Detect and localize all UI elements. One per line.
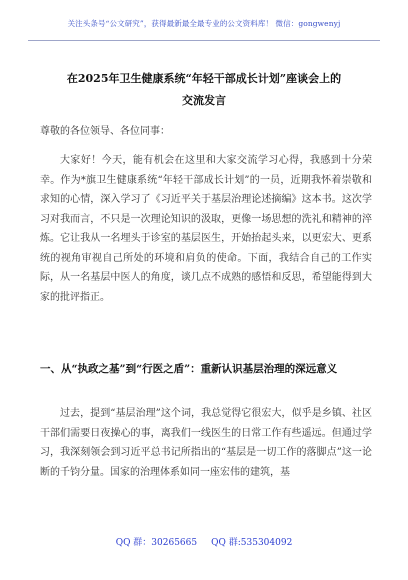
paragraph-intro: 大家好！今天，能有机会在这里和大家交流学习心得，我感到十分荣幸。作为*旗卫生健康系统“年轻干部成长计划”的一员，近期我怀着崇敬和求知的心情，深入学习了《习近平关于基层治理论述摘编》这本书。这次学习对我而言，不只是一次理论知识的汲取，更像一场思想的洗礼和精神的淬炼。它让我从一名埋头于诊室的基层医生，开始抬起头来，以更宏大、更系统的视角审视自己所处的环境和肩负的使命。下面，我结合自己的工作实际，从一名基层中医人的角度，谈几点不成熟的感悟和反思，希望能得到大家的批评指正。	[40, 155, 372, 303]
footer	[0, 535, 408, 548]
document-title-line-1: 在2025年卫生健康系统“年轻干部成长计划”座谈会上的	[66, 72, 342, 85]
greeting: 尊敬的各位领导、各位同事：	[40, 126, 170, 137]
header-banner: 关注头条号“公文研究”，获得最新最全最专业的公文资料库！ 微信：gongwenyj	[67, 19, 341, 28]
document-title-line-2: 交流发言	[182, 94, 226, 107]
section-heading-1: 一、从“执政之基”到“行医之盾”：重新认识基层治理的深远意义	[40, 363, 338, 375]
footer-qq-group-2: QQ 群:535304092	[211, 538, 293, 548]
header-divider	[28, 40, 380, 41]
footer-qq-group-1: QQ 群：30265665	[115, 538, 198, 548]
paragraph-section-1: 过去，提到“基层治理”这个词，我总觉得它很宏大，似乎是乡镇、社区干部们需要日夜操心的事，离我们一线医生的日常工作有些遥远。但通过学习，我深刻领会到习近平总书记所指出的“基层是一切工作的落脚点”这一论断的千钧分量。国家的治理体系如同一座宏伟的建筑，基	[40, 408, 372, 478]
